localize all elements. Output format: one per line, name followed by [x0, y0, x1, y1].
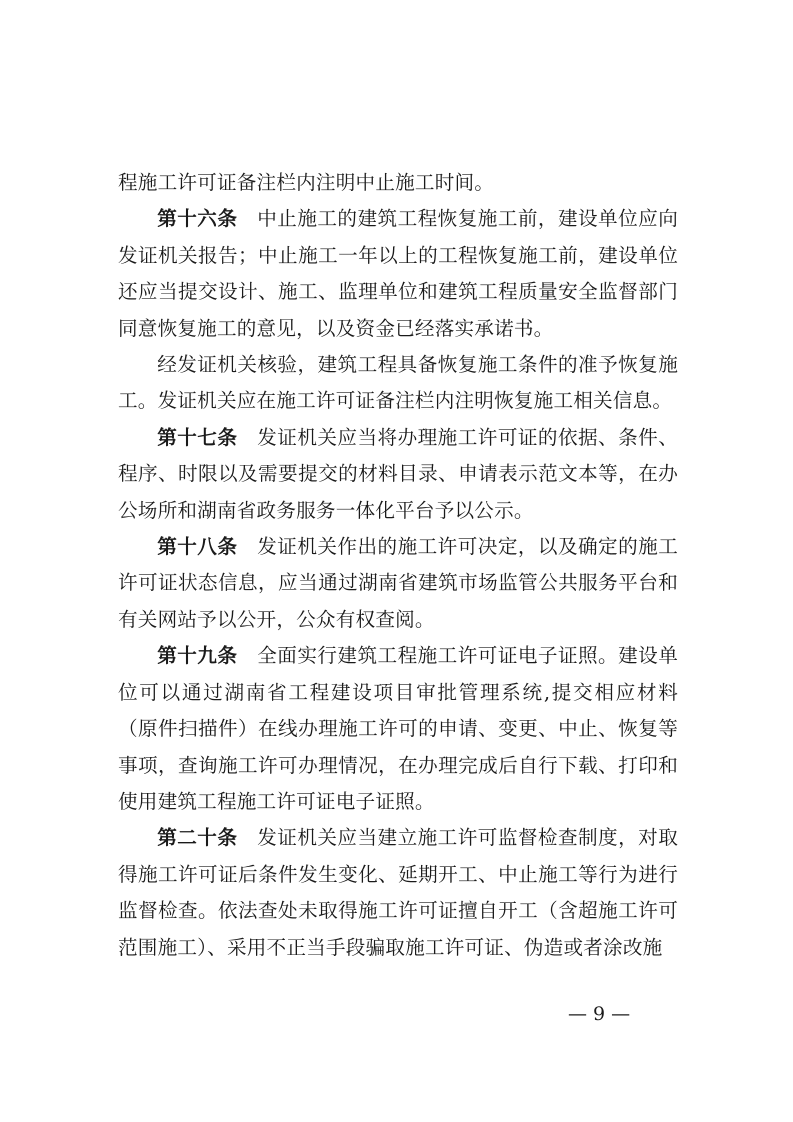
- article-number: 第十七条: [157, 425, 238, 449]
- paragraph-text: 程施工许可证备注栏内注明中止施工时间。: [118, 171, 495, 194]
- article-number: 第十六条: [157, 207, 238, 231]
- article-16-paragraph-2: [118, 347, 678, 420]
- paragraph-text: 经发证机关核验，建筑工程具备恢复施工条件的准予恢复施工。发证机关应在施工许可证备注栏内注明恢复施工相关信息。: [118, 353, 678, 413]
- paragraph-continuation: [118, 165, 678, 201]
- article-text: 发证机关应当建立施工许可监督检查制度，对取得施工许可证后条件发生变化、延期开工、中止施工等行为进行监督检查。依法查处未取得施工许可证擅自开工（含超施工许可范围施工）、采用不正当手段骗取施工许可证、伪造或者涂改施: [118, 826, 678, 959]
- article-text: 发证机关作出的施工许可决定，以及确定的施工许可证状态信息，应当通过湖南省建筑市场监管公共服务平台和有关网站予以公开，公众有权查阅。: [118, 535, 678, 631]
- article-16: [118, 201, 678, 347]
- body-text: [118, 165, 678, 966]
- article-19: [118, 638, 678, 820]
- article-text: 发证机关应当将办理施工许可证的依据、条件、程序、时限以及需要提交的材料目录、申请表示范文本等，在办公场所和湖南省政务服务一体化平台予以公示。: [118, 425, 678, 522]
- article-number: 第二十条: [157, 826, 238, 850]
- article-text: 全面实行建筑工程施工许可证电子证照。建设单位可以通过湖南省工程建设项目审批管理系统,提交相应材料（原件扫描件）在线办理施工许可的申请、变更、中止、恢复等事项，查询施工许可办理情况，在办理完成后自行下载、打印和使用建筑工程施工许可证电子证照。: [118, 644, 678, 813]
- article-17: [118, 420, 678, 529]
- article-number: 第十九条: [157, 644, 238, 668]
- page-number: — 9 —: [568, 1003, 631, 1025]
- article-text: 中止施工的建筑工程恢复施工前，建设单位应向发证机关报告；中止施工一年以上的工程恢复施工前，建设单位还应当提交设计、施工、监理单位和建筑工程质量安全监督部门同意恢复施工的意见，以及资金已经落实承诺书。: [118, 207, 678, 340]
- article-20: [118, 820, 678, 966]
- article-number: 第十八条: [157, 535, 238, 559]
- article-18: [118, 529, 678, 638]
